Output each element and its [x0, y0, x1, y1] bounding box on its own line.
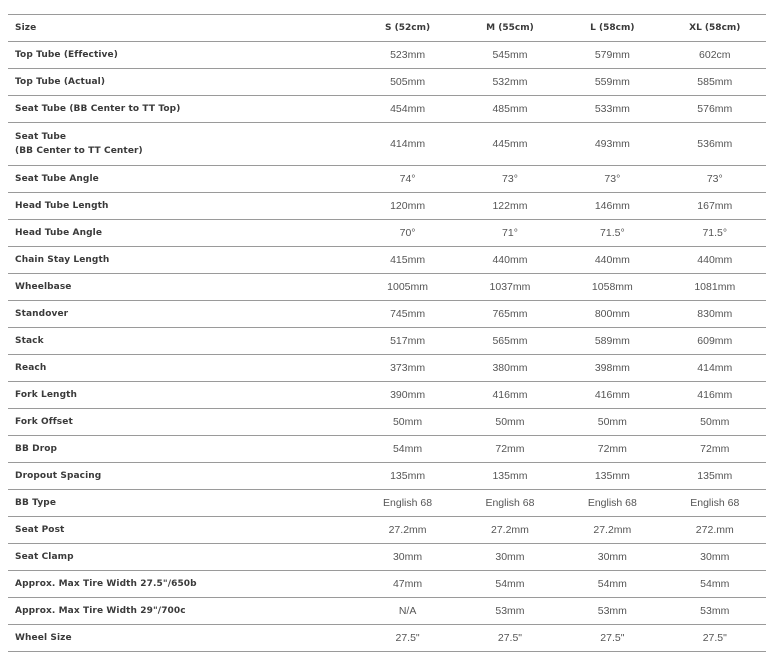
row-value: 440mm — [492, 254, 528, 266]
row-value: 30mm — [392, 551, 423, 563]
row-value: 72mm — [495, 443, 525, 455]
row-value: 53mm — [597, 605, 627, 617]
row-value: 54mm — [597, 578, 627, 590]
row-value: 390mm — [390, 389, 426, 401]
row-label: Stack — [15, 336, 44, 346]
row-value: 72mm — [597, 443, 627, 455]
row-value: 27.5" — [702, 632, 727, 644]
table-row — [8, 193, 766, 220]
row-value: 602cm — [699, 49, 731, 61]
row-value: English 68 — [383, 497, 433, 509]
header-cell-l: L (58cm) — [590, 23, 635, 33]
row-value: 50mm — [597, 416, 627, 428]
row-value: 559mm — [594, 76, 630, 88]
row-value: 146mm — [594, 200, 630, 212]
row-value: 576mm — [697, 103, 733, 115]
row-value: 380mm — [492, 362, 528, 374]
row-value: 135mm — [594, 470, 630, 482]
row-value: 398mm — [594, 362, 630, 374]
row-value: 765mm — [492, 308, 528, 320]
row-label: Head Tube Angle — [15, 228, 103, 238]
row-label: BB Drop — [15, 444, 58, 454]
row-value: 73° — [502, 173, 518, 185]
row-value: 440mm — [594, 254, 630, 266]
row-value: 53mm — [700, 605, 730, 617]
table-row — [8, 301, 766, 328]
table-row — [8, 598, 766, 625]
row-value: 536mm — [697, 138, 733, 150]
row-value: 454mm — [390, 103, 426, 115]
row-value: N/A — [398, 605, 417, 617]
row-label: Fork Offset — [15, 417, 73, 427]
row-label: BB Type — [15, 498, 57, 508]
row-value: 71.5° — [600, 227, 625, 239]
table-row — [8, 247, 766, 274]
row-value: 27.5" — [395, 632, 420, 644]
row-value: 1081mm — [694, 281, 736, 293]
row-value: 54mm — [392, 443, 423, 455]
row-value: 74° — [399, 173, 416, 185]
row-label: Seat Tube Angle — [15, 174, 99, 184]
row-value: 135mm — [492, 470, 528, 482]
row-value: 532mm — [492, 76, 528, 88]
row-value: 523mm — [390, 49, 426, 61]
row-value: 54mm — [495, 578, 525, 590]
row-value: 414mm — [390, 138, 426, 150]
row-value: 800mm — [594, 308, 630, 320]
row-label: Standover — [15, 309, 69, 319]
table-row — [8, 220, 766, 247]
table-row — [8, 274, 766, 301]
header-cell-m: M (55cm) — [486, 23, 534, 33]
row-label: Dropout Spacing — [15, 471, 102, 481]
row-value: 440mm — [697, 254, 733, 266]
row-value: 565mm — [492, 335, 528, 347]
row-label: Wheel Size — [15, 633, 72, 643]
table-row — [8, 463, 766, 490]
row-value: 73° — [604, 173, 621, 185]
row-value: 745mm — [390, 308, 426, 320]
row-value: 415mm — [390, 254, 426, 266]
row-value: 272.mm — [695, 524, 734, 536]
row-value: 414mm — [697, 362, 733, 374]
table-row — [8, 42, 766, 69]
row-value: 120mm — [390, 200, 426, 212]
row-label: Chain Stay Length — [15, 255, 110, 265]
row-label: Approx. Max Tire Width 29"/700c — [15, 606, 186, 616]
row-value: 27.5" — [497, 632, 523, 644]
row-value: 71° — [502, 227, 518, 239]
row-value: 30mm — [495, 551, 525, 563]
row-value: 517mm — [390, 335, 426, 347]
row-label: Top Tube (Actual) — [15, 77, 106, 87]
row-value: 54mm — [700, 578, 730, 590]
table-row — [8, 166, 766, 193]
row-value: 27.5" — [600, 632, 625, 644]
row-value: 609mm — [697, 335, 733, 347]
row-value: 135mm — [390, 470, 426, 482]
table-row — [8, 490, 766, 517]
row-value: 71.5° — [702, 227, 728, 239]
row-value: 27.2mm — [490, 524, 529, 536]
row-value: 50mm — [495, 416, 525, 428]
row-label: Seat Post — [15, 525, 65, 535]
table-row — [8, 409, 766, 436]
row-label: Seat Clamp — [15, 552, 74, 562]
row-value: 579mm — [594, 49, 630, 61]
table-row — [8, 355, 766, 382]
row-value: 1058mm — [591, 281, 633, 293]
row-value: English 68 — [587, 497, 637, 509]
table-row — [8, 382, 766, 409]
table-row — [8, 69, 766, 96]
table-body — [8, 42, 766, 652]
row-label: Top Tube (Effective) — [15, 50, 118, 60]
table-row — [8, 544, 766, 571]
row-value: English 68 — [485, 497, 535, 509]
row-value: 373mm — [390, 362, 426, 374]
row-value: 135mm — [697, 470, 733, 482]
row-value: 50mm — [700, 416, 730, 428]
row-value: 533mm — [594, 103, 630, 115]
geometry-table — [8, 14, 766, 652]
row-value: 30mm — [700, 551, 730, 563]
row-label: Seat Tube (BB Center to TT Center) — [15, 132, 143, 156]
row-value: 445mm — [492, 138, 528, 150]
row-value: 53mm — [495, 605, 525, 617]
row-value: 830mm — [697, 308, 733, 320]
row-label: Wheelbase — [15, 282, 72, 292]
row-label: Fork Length — [15, 390, 78, 400]
row-label: Head Tube Length — [15, 201, 109, 211]
header-cell-s: S (52cm) — [385, 23, 431, 33]
table-row — [8, 123, 766, 166]
row-value: 416mm — [594, 389, 630, 401]
table-row — [8, 571, 766, 598]
row-value: 73° — [706, 173, 723, 185]
row-value: 70° — [399, 227, 416, 239]
row-value: 416mm — [492, 389, 528, 401]
row-value: 485mm — [492, 103, 528, 115]
row-value: 167mm — [697, 200, 733, 212]
row-value: 47mm — [392, 578, 423, 590]
header-cell-size: Size — [15, 23, 37, 33]
table-row — [8, 328, 766, 355]
header-cell-xl: XL (58cm) — [689, 23, 741, 33]
row-label: Seat Tube (BB Center to TT Top) — [15, 104, 181, 114]
row-value: 1005mm — [387, 281, 428, 293]
table-row — [8, 96, 766, 123]
row-value: 416mm — [697, 389, 733, 401]
table-row — [8, 625, 766, 652]
row-value: 545mm — [492, 49, 528, 61]
row-value: 27.2mm — [593, 524, 632, 536]
row-value: 585mm — [697, 76, 733, 88]
row-value: 30mm — [597, 551, 627, 563]
table-row — [8, 517, 766, 544]
row-value: 122mm — [492, 200, 528, 212]
table-row — [8, 436, 766, 463]
row-value: 27.2mm — [388, 524, 427, 536]
row-value: 72mm — [700, 443, 730, 455]
row-value: 505mm — [390, 76, 426, 88]
row-value: 1037mm — [489, 281, 531, 293]
row-label: Reach — [15, 363, 47, 373]
header-row — [8, 15, 766, 42]
row-value: 50mm — [392, 416, 423, 428]
row-label: Approx. Max Tire Width 27.5"/650b — [15, 579, 197, 589]
row-value: 493mm — [594, 138, 630, 150]
row-value: English 68 — [690, 497, 740, 509]
row-value: 589mm — [594, 335, 630, 347]
